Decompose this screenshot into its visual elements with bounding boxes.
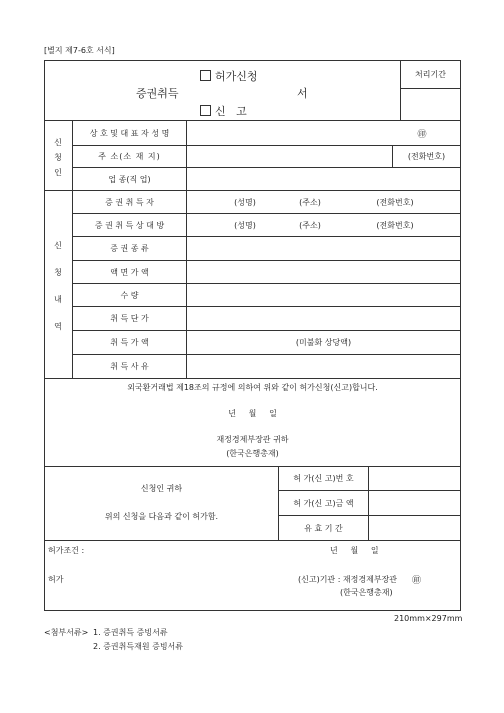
form-number: [별지 제7-6호 서식] xyxy=(44,46,115,55)
acquisition-reason-label: 취 득 사 유 xyxy=(110,362,149,371)
title-option-permit: 허가신청 xyxy=(200,68,258,84)
content-side-label: 신 청 내 역 xyxy=(54,241,62,331)
applicant-phone-label: (전화번호) xyxy=(407,152,446,161)
validity-period-label: 유 효 기 간 xyxy=(304,523,343,533)
approval-statement: 위의 신청을 다음과 같이 허가함. xyxy=(104,511,219,521)
checkbox-icon[interactable] xyxy=(200,105,211,116)
counterparty-phone-hint: (전화번호) xyxy=(376,220,414,230)
declaration-via: (한국은행총재) xyxy=(226,448,279,458)
authority-seal: ㊞ xyxy=(412,576,422,586)
acquirer-label: 증 권 취 득 자 xyxy=(105,197,154,207)
applicant-side-label: 신 청 인 xyxy=(54,138,62,177)
attachments-label: <첨부서류> xyxy=(44,628,89,637)
title-option-report: 신 고 xyxy=(200,103,247,119)
currency-note: (미불화 상당액) xyxy=(295,338,352,347)
seal-mark: ㊞ xyxy=(417,129,427,140)
form-title: 증권취득 xyxy=(136,87,179,100)
acquisition-price-label: 취 득 가 액 xyxy=(110,338,149,347)
declaration-date: 년 월 일 xyxy=(228,408,277,418)
applicant-occupation-label: 업 종(직 업) xyxy=(108,174,151,184)
face-value-label: 액 면 가 액 xyxy=(110,267,149,277)
declaration-statement: 외국환거래법 제18조의 규정에 의하여 위와 같이 허가신청(신고)합니다. xyxy=(127,382,378,392)
attachment-item-2: 2. 증권취득재원 증빙서류 xyxy=(93,642,183,651)
attachment-item-1: 1. 증권취득 증빙서류 xyxy=(93,628,168,637)
applicant-name-label: 상 호 및 대 표 자 성 명 xyxy=(89,128,170,138)
acquirer-name-hint: (성명) xyxy=(234,197,256,207)
quantity-label: 수 량 xyxy=(120,290,139,300)
declaration-recipient: 재정경제부장관 귀하 xyxy=(216,434,289,444)
permit-conditions-label: 허가조건 : xyxy=(48,546,85,555)
permit-label: 허가 xyxy=(48,575,64,584)
acquirer-address-hint: (주소) xyxy=(299,197,321,207)
applicant-address-label: 주 소(소 재 지) xyxy=(98,152,161,161)
permit-amount-label: 허 가(신 고)금 액 xyxy=(293,498,354,508)
authority-via: (한국은행총재) xyxy=(340,588,393,597)
footer-date: 년 월 일 xyxy=(330,546,379,555)
paper-size: 210mm×297mm xyxy=(394,614,463,623)
processing-period-label: 처리기간 xyxy=(415,70,446,79)
form-title-suffix: 서 xyxy=(297,87,308,100)
counterparty-name-hint: (성명) xyxy=(234,220,256,230)
permit-number-label: 허 가(신 고)번 호 xyxy=(293,474,354,483)
checkbox-icon[interactable] xyxy=(200,70,211,81)
unit-price-label: 취 득 단 가 xyxy=(110,314,149,323)
approval-recipient: 신청인 귀하 xyxy=(140,483,183,493)
authority-label: (신고)기관 : 재정경제부장관 xyxy=(298,575,398,584)
counterparty-label: 증 권 취 득 상 대 방 xyxy=(94,220,165,230)
counterparty-address-hint: (주소) xyxy=(299,220,321,230)
acquirer-phone-hint: (전화번호) xyxy=(376,197,414,207)
security-type-label: 증 권 종 류 xyxy=(110,244,149,253)
